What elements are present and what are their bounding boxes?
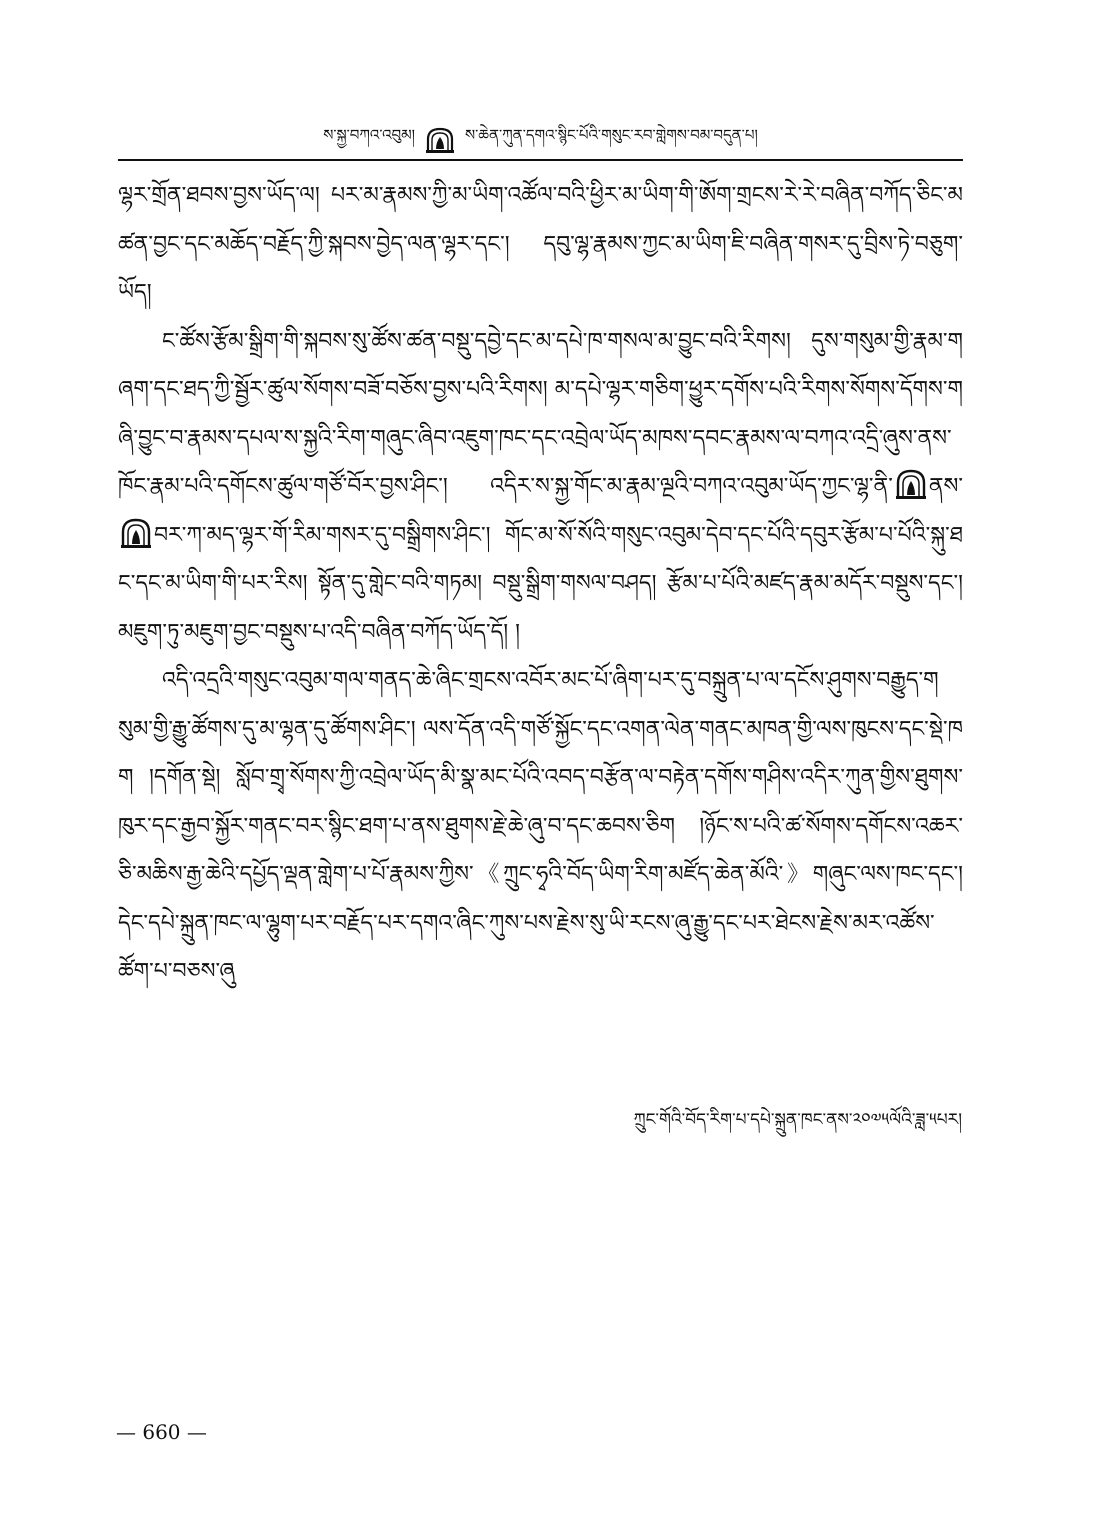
header-volume-title: ས་ཆེན་ཀུན་དགའ་སྙིང་པོའི་གསུང་རབ་གླེགས་བམ་བདུན་པ། [465,126,758,144]
paragraph-2-text: ང་ཚོས་རྩོམ་སྒྲིག་གི་སྐབས་སུ་ཚོས་ཚན་བསྡུ་དབྱེ་དང་མ་དཔེ་ཁ་གསལ་མ་བྱུང་བའི་རིགས། དུས་གསུམ་གྱི་རྣམ་གཞག་དང་ཐད་ཀྱི་སྦྱོར་ཚུལ་སོགས་བཟོ་བཅོས་བྱས་པའི་རིགས། མ་དཔེ་ལྷར་གཅིག་ཕྱུར་དགོས་པའི་རིགས་སོགས་དོགས་གཞི་བྱུང་བ་རྣམས་དཔལ་ས་སྐྱའི་རིག་གཞུང་ཞིབ་འཇུག་ཁང་དང་འབྲེལ་ཡོད་མཁས་དབང་རྣམས་ལ་བཀའ་འདྲི་ཞུས་ནས་ཁོང་རྣམ་པའི་དགོངས་ཚུལ་གཙོ་བོར་བྱས་ཤིང་། འདིར་ས་སྐྱ་གོང་མ་རྣམ་ལྔའི་བཀའ་འབུམ་ཡོད་ཀྱང་ལྷ་ནི་ ནས་བར་ཀ་མད་ལྷར་གོ་རིམ་གསར་དུ་བསྒྲིགས་ཤིང་། གོང་མ་སོ་སོའི་གསུང་འབུམ་དེབ་དང་པོའི་དབུར་རྩོམ་པ་པོའི་སྐུ་ཐང་དང་མ་ཡིག་གི་པར་རིས། སྟོན་དུ་གླེང་བའི་གཏམ། བསྡུ་སྒྲིག་གསལ་བཤད། རྩོམ་པ་པོའི་མཛད་རྣམ་མདོར་བསྡུས་དང་། མཇུག་ཏུ་མཇུག་བྱང་བསྡུས་པ་འདི་བཞིན་བཀོད་ཡོད་དོ། ། [118,328,963,645]
header-collection-title: ས་སྐྱ་བཀའ་འབུམ། [323,126,416,144]
paragraph-3: འདི་འདྲའི་གསུང་འབུམ་གལ་གནད་ཆེ་ཞིང་གྲངས་འབོར་མང་པོ་ཞིག་པར་དུ་བསྐྲུན་པ་ལ་དངོས་ཤུགས་བརྒྱུད་གསུམ་གྱི་རྒྱུ་ཚོགས་དུ་མ་ལྷན་དུ་ཚོགས་ཤིང་། ལས་དོན་འདི་གཙོ་སྐྱོང་དང་འགན་ལེན་གནང་མཁན་གྱི་ལས་ཁུངས་དང་སྡེ་ཁག །དགོན་སྡེ། སློབ་གྲྭ་སོགས་ཀྱི་འབྲེལ་ཡོད་མི་སྣ་མང་པོའི་འབད་བརྩོན་ལ་བརྟེན་དགོས་གཤིས་འདིར་ཀུན་གྱིས་ཐུགས་ཁུར་དང་རྒྱབ་སྐྱོར་གནང་བར་སྙིང་ཐག་པ་ནས་ཐུགས་རྗེ་ཆེ་ཞུ་བ་དང་ཆབས་ཅིག །ཉོང་ས་པའི་ཚ་སོགས་དགོངས་འཆར་ཅི་མཆིས་རྒྱ་ཆེའི་དཔྱོད་ལྡན་གླེག་པ་པོ་རྣམས་ཀྱིས་《ཀྲུང་ཧྭའི་བོད་ཡིག་རིག་མཛོད་ཆེན་མོའི་》གཞུང་ལས་ཁང་དང་། དེང་དཔེ་སྐྲུན་ཁང་ལ་ལྷུག་པར་བརྗོད་པར་དགའ་ཞིང་ཀུས་པས་རྗེས་སུ་ཡི་རངས་ཞུ་རྒྱུ་དང་པར་ཐེངས་རྗེས་མར་འཚོས་ཚོག་པ་བཅས་ཞུ [118,668,963,984]
running-header [118,122,963,158]
page-number: — 660 — [116,1420,207,1444]
lotus-seal-icon [895,469,927,499]
main-text [118,172,963,1062]
paragraph-1: ལྷར་གྲོན་ཐབས་བྱས་ཡོད་ལ། པར་མ་རྣམས་ཀྱི་མ་ཡིག་འཚོལ་བའི་ཕྱིར་མ་ཡིག་གི་ཨོག་གྲངས་རེ་རེ་བཞིན་བཀོད་ཅིང་མཚན་བྱང་དང་མཆོད་བརྗོད་ཀྱི་སྐབས་བྱེད་ལན་ལྷར་དང་། དབུ་ལྷ་རྣམས་ཀྱང་མ་ཡིག་ཇི་བཞིན་གསར་དུ་བྲིས་ཏེ་བཅུག་ཡོད། [118,183,963,305]
lotus-seal-icon [425,127,455,153]
header-divider [118,159,963,161]
paragraph-2 [118,318,963,658]
source-note: ཀྲུང་གོའི་བོད་རིག་པ་དཔེ་སྐྲུན་ཁང་ནས་༢༠༧༥ལོའི་ཟླ་༥པར། [633,1110,962,1130]
lotus-seal-icon [120,518,152,548]
